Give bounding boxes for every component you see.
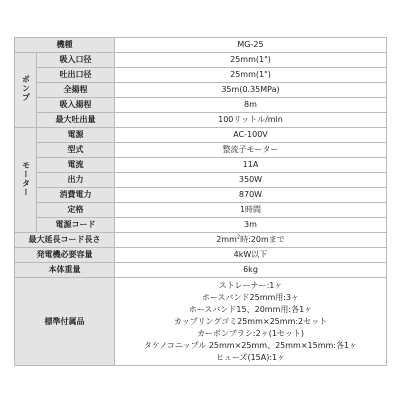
spec-label: 吸入口径 <box>37 53 115 68</box>
accessory-item: ストレーナー:1ヶ <box>218 280 283 290</box>
spec-row <box>15 143 387 158</box>
spec-label: 吸入揚程 <box>37 98 115 113</box>
spec-value: 870W <box>115 188 387 203</box>
spec-label: 電源コード <box>37 218 115 233</box>
accessory-item: ホースバンド25mm用:3ヶ <box>201 292 300 302</box>
spec-row <box>15 98 387 113</box>
spec-table <box>14 37 387 366</box>
spec-value: 100リットル/min <box>115 113 387 128</box>
motor-group-cell <box>15 128 37 233</box>
pump-group-label: ポンプ <box>21 75 31 102</box>
generator-value: 4kW以下 <box>115 248 387 263</box>
spec-value: 3m <box>115 218 387 233</box>
spec-value: 350W <box>115 173 387 188</box>
spec-label: 出力 <box>37 173 115 188</box>
spec-row <box>15 68 387 83</box>
spec-row <box>15 158 387 173</box>
accessory-item: カーボンブラシ:2ヶ(1セット) <box>196 328 305 338</box>
spec-value: 8m <box>115 98 387 113</box>
accessories-list <box>115 280 386 364</box>
spec-label: 消費電力 <box>37 188 115 203</box>
weight-value: 6kg <box>115 263 387 278</box>
spec-row <box>15 83 387 98</box>
spec-value: 1時間 <box>115 203 387 218</box>
spec-row <box>15 203 387 218</box>
spec-row <box>15 188 387 203</box>
model-label: 機種 <box>15 38 115 53</box>
spec-row-accessories <box>15 278 387 366</box>
spec-value: 整流子モーター <box>115 143 387 158</box>
spec-row-model <box>15 38 387 53</box>
accessory-item: ホースバンド15、20mm用:各1ヶ <box>188 304 313 314</box>
spec-row <box>15 128 387 143</box>
spec-value: 11A <box>115 158 387 173</box>
spec-value: 25mm(1") <box>115 53 387 68</box>
model-value: MG-25 <box>115 38 387 53</box>
spec-row <box>15 218 387 233</box>
accessory-item: ヒューズ(15A):1ヶ <box>215 352 286 362</box>
extension-label: 最大延長コード長さ <box>15 233 115 248</box>
accessory-item: カップリングゴミ25mm×25mm:2セット <box>173 316 328 326</box>
spec-row-extension <box>15 233 387 248</box>
spec-row-generator <box>15 248 387 263</box>
spec-row-weight <box>15 263 387 278</box>
generator-label: 発電機必要容量 <box>15 248 115 263</box>
extension-value-post: 時:20mまで <box>240 235 285 244</box>
spec-value: 35m(0.35MPa) <box>115 83 387 98</box>
accessory-item: タケノコニップル 25mm×25mm、25mm×15mm:各1ヶ <box>143 340 358 350</box>
extension-value-sup: 2 <box>236 234 241 241</box>
spec-label: 電流 <box>37 158 115 173</box>
accessories-label: 標準付属品 <box>15 278 115 366</box>
extension-value <box>115 233 387 248</box>
spec-label: 最大吐出量 <box>37 113 115 128</box>
spec-label: 定格 <box>37 203 115 218</box>
spec-label: 吐出口径 <box>37 68 115 83</box>
accessories-value <box>115 278 387 366</box>
spec-row <box>15 113 387 128</box>
spec-value: 25mm(1") <box>115 68 387 83</box>
weight-label: 本体重量 <box>15 263 115 278</box>
spec-label: 全揚程 <box>37 83 115 98</box>
extension-value-pre: 2mm <box>216 235 237 244</box>
spec-label: 型式 <box>37 143 115 158</box>
spec-row <box>15 173 387 188</box>
spec-value: AC-100V <box>115 128 387 143</box>
pump-group-cell <box>15 53 37 128</box>
motor-group-label: モーター <box>21 160 31 197</box>
spec-label: 電源 <box>37 128 115 143</box>
spec-row <box>15 53 387 68</box>
